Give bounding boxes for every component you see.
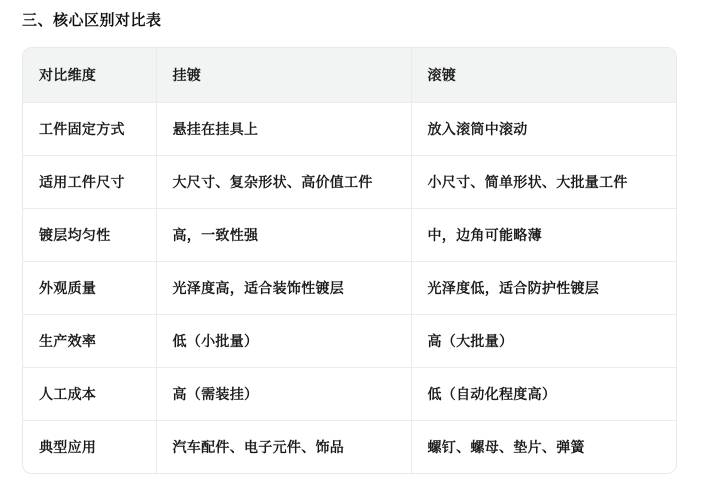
table-row — [23, 102, 677, 155]
table-cell: 高，一致性强 — [156, 208, 411, 261]
header-cell-rack-plating: 挂镀 — [156, 48, 411, 102]
table-row — [23, 367, 677, 420]
table-cell: 小尺寸、简单形状、大批量工件 — [411, 155, 677, 208]
page-title: 三、核心区别对比表 — [22, 12, 162, 29]
row-header-cell: 适用工件尺寸 — [23, 155, 156, 208]
table-cell: 低（自动化程度高） — [411, 367, 677, 420]
table-cell: 放入滚筒中滚动 — [411, 102, 677, 155]
table-header-row — [23, 48, 677, 102]
table-row — [23, 155, 677, 208]
table-cell: 光泽度高，适合装饰性镀层 — [156, 261, 411, 314]
row-header-cell: 生产效率 — [23, 314, 156, 367]
table-row — [23, 261, 677, 314]
table-cell: 光泽度低，适合防护性镀层 — [411, 261, 677, 314]
table-row — [23, 420, 677, 473]
table-row — [23, 208, 677, 261]
row-header-cell: 人工成本 — [23, 367, 156, 420]
header-cell-dimension: 对比维度 — [23, 48, 156, 102]
table-cell: 中，边角可能略薄 — [411, 208, 677, 261]
row-header-cell: 外观质量 — [23, 261, 156, 314]
row-header-cell: 典型应用 — [23, 420, 156, 473]
table-cell: 高（大批量） — [411, 314, 677, 367]
row-header-cell: 工件固定方式 — [23, 102, 156, 155]
row-header-cell: 镀层均匀性 — [23, 208, 156, 261]
table-cell: 汽车配件、电子元件、饰品 — [156, 420, 411, 473]
comparison-table — [22, 47, 677, 474]
table-cell: 高（需装挂） — [156, 367, 411, 420]
header-cell-barrel-plating: 滚镀 — [411, 48, 677, 102]
comparison-table-grid — [23, 48, 677, 473]
table-cell: 螺钉、螺母、垫片、弹簧 — [411, 420, 677, 473]
table-cell: 大尺寸、复杂形状、高价值工件 — [156, 155, 411, 208]
table-cell: 悬挂在挂具上 — [156, 102, 411, 155]
table-cell: 低（小批量） — [156, 314, 411, 367]
table-row — [23, 314, 677, 367]
